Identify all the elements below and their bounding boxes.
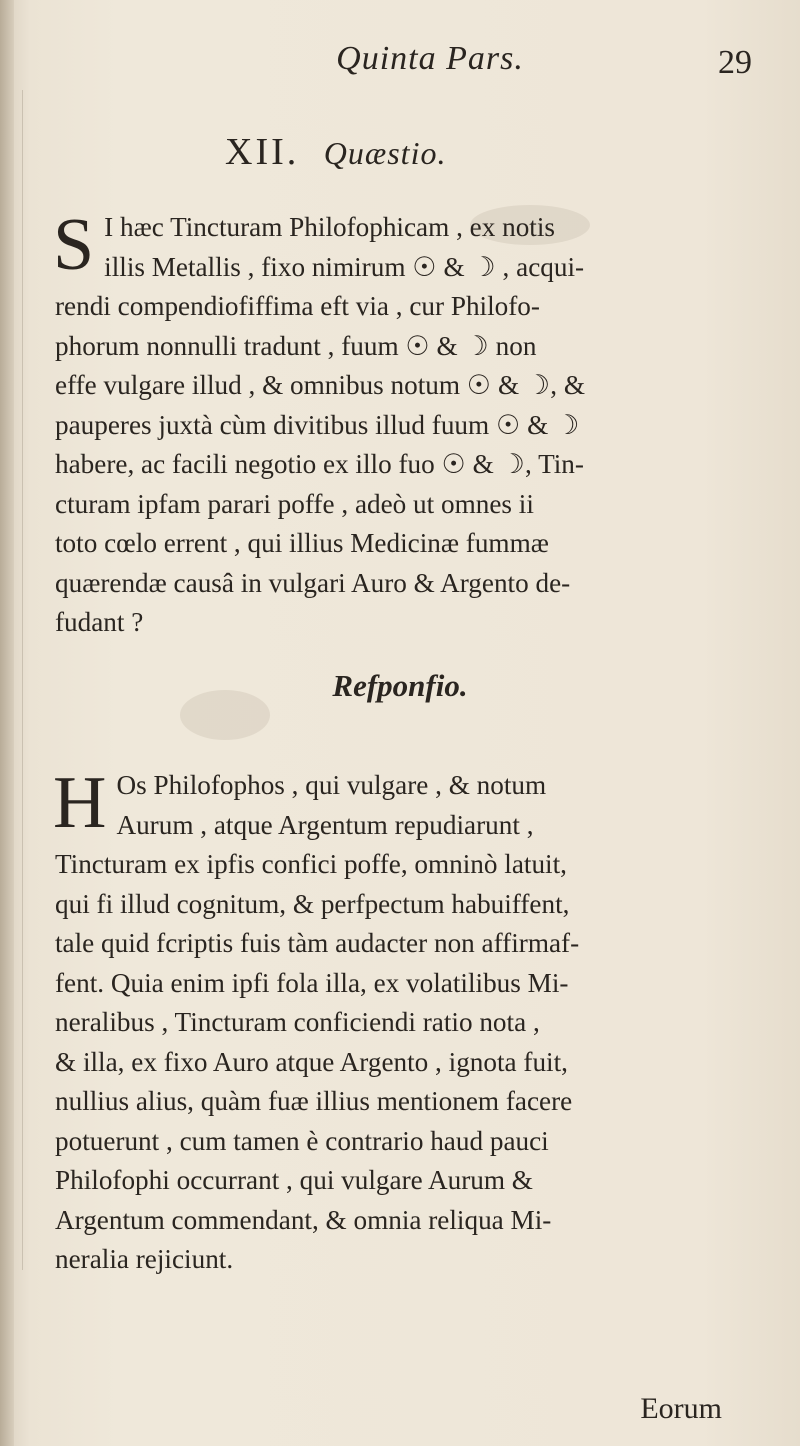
question-line: cturam ipfam parari poffe , adeò ut omnes ii	[55, 488, 534, 519]
response-heading: Refponfio.	[332, 668, 468, 703]
question-line: I hæc Tincturam Philofophicam , ex notis	[104, 212, 555, 242]
question-line: illis Metallis , fixo nimirum ☉ & ☽ , acqui-	[104, 251, 585, 282]
question-dropcap: S	[53, 204, 95, 286]
response-line: Philofophi occurrant , qui vulgare Aurum &	[55, 1165, 533, 1195]
response-line: nullius alius, quàm fuæ illius mentionem facere	[55, 1086, 573, 1116]
response-line: qui fi illud cognitum, & perfpectum habuiffent,	[55, 888, 570, 919]
response-line: tale quid fcriptis fuis tàm audacter non affirmaf-	[55, 928, 580, 958]
question-line: rendi compendiofiffima eft via , cur Philofo-	[55, 291, 540, 321]
question-line: quærendæ causâ in vulgari Auro & Argento de-	[55, 567, 571, 598]
question-line: effe vulgare illud , & omnibus notum ☉ & ☽, &	[55, 370, 586, 400]
response-line: Os Philofophos , qui vulgare , & notum	[116, 770, 547, 800]
catchword: Eorum	[640, 1392, 722, 1425]
page-number: 29	[718, 44, 752, 81]
question-paragraph	[53, 204, 770, 643]
response-line: neralia rejiciunt.	[55, 1244, 234, 1274]
response-dropcap: H	[53, 762, 107, 844]
question-line: habere, ac facili negotio ex illo fuo ☉ & ☽, Tin-	[55, 449, 584, 479]
response-line: potuerunt , cum tamen è contrario haud pauci	[55, 1125, 549, 1156]
section-heading	[225, 130, 605, 174]
page-binding-edge	[0, 0, 14, 1446]
running-head: Quinta Pars.	[336, 40, 524, 77]
question-line: pauperes juxtà cùm divitibus illud fuum ☉ & ☽	[55, 409, 580, 440]
response-line: neralibus , Tincturam conficiendi ratio nota ,	[55, 1007, 540, 1037]
response-line: Tincturam ex ipfis confici poffe, omninò latuit,	[55, 849, 567, 879]
question-line: phorum nonnulli tradunt , fuum ☉ & ☽ non	[55, 330, 537, 361]
question-line: toto cœlo errent , qui illius Medicinæ fummæ	[55, 528, 549, 558]
question-line: fudant ?	[55, 607, 144, 637]
response-line: fent. Quia enim ipfi fola illa, ex volatilibus Mi-	[55, 967, 569, 998]
response-paragraph	[53, 762, 770, 1280]
section-label: Quæstio.	[323, 135, 447, 171]
response-line: Aurum , atque Argentum repudiarunt ,	[116, 809, 534, 840]
response-line: & illa, ex fixo Auro atque Argento , ignota fuit,	[55, 1046, 568, 1077]
section-number: XII.	[225, 131, 300, 173]
response-line: Argentum commendant, & omnia reliqua Mi-	[55, 1204, 552, 1235]
